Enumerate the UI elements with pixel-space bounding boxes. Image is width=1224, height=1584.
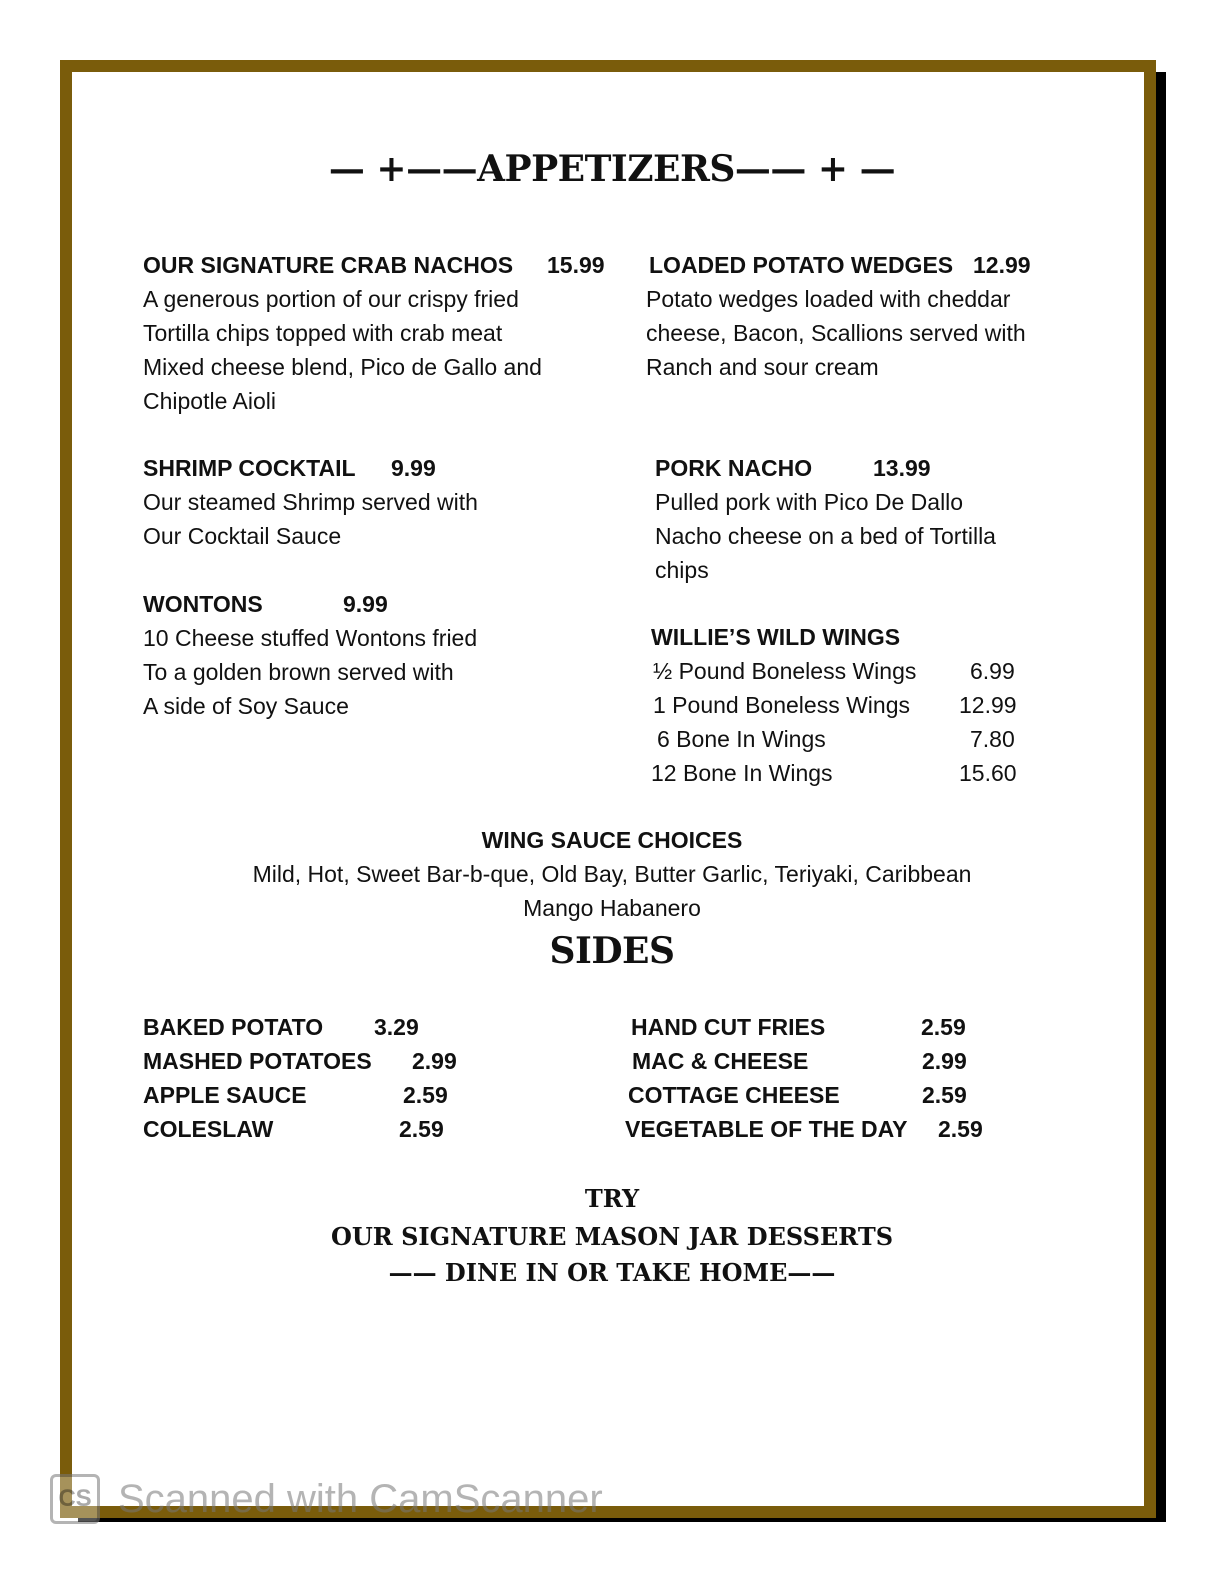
- promo-try: TRY: [584, 1184, 640, 1213]
- promo-desserts: OUR SIGNATURE MASON JAR DESSERTS: [330, 1222, 894, 1251]
- side-price: 3.29: [374, 1014, 419, 1040]
- desc-line: Potato wedges loaded with cheddar: [646, 286, 1011, 312]
- wing-label: ½ Pound Boneless Wings: [653, 658, 917, 684]
- desc-line: Our Cocktail Sauce: [143, 523, 342, 549]
- pork-nacho-name: PORK NACHO: [655, 455, 813, 481]
- sides-title: SIDES: [549, 930, 675, 972]
- potato-wedges-price: 12.99: [973, 252, 1031, 278]
- wontons-desc: [143, 621, 477, 723]
- potato-wedges-name: LOADED POTATO WEDGES: [649, 252, 954, 278]
- desc-line: chips: [655, 557, 709, 583]
- side-price: 2.59: [399, 1116, 444, 1142]
- side-price: 2.59: [921, 1014, 966, 1040]
- desc-line: Mixed cheese blend, Pico de Gallo and: [143, 354, 542, 380]
- side-price: 2.59: [938, 1116, 983, 1142]
- desc-line: Ranch and sour cream: [646, 354, 879, 380]
- desc-line: 10 Cheese stuffed Wontons fried: [143, 625, 478, 651]
- shrimp-cocktail-desc: [143, 485, 478, 553]
- side-name: HAND CUT FRIES: [631, 1014, 826, 1040]
- sauce-list-line: Mango Habanero: [523, 895, 701, 921]
- side-price: 2.59: [922, 1082, 967, 1108]
- wontons-price: 9.99: [343, 591, 388, 617]
- wing-label: 1 Pound Boneless Wings: [653, 692, 910, 718]
- desc-line: Pulled pork with Pico De Dallo: [655, 489, 964, 515]
- potato-wedges-desc: [646, 282, 1026, 384]
- side-name: MASHED POTATOES: [143, 1048, 372, 1074]
- side-name: COLESLAW: [143, 1116, 274, 1142]
- side-price: 2.59: [403, 1082, 448, 1108]
- wing-price: 7.80: [970, 726, 1015, 752]
- desc-line: cheese, Bacon, Scallions served with: [646, 320, 1026, 346]
- desc-line: Nacho cheese on a bed of Tortilla: [655, 523, 996, 549]
- wing-label: 12 Bone In Wings: [651, 760, 833, 786]
- wing-price: 6.99: [970, 658, 1015, 684]
- side-name: BAKED POTATO: [143, 1014, 324, 1040]
- shrimp-cocktail-price: 9.99: [391, 455, 436, 481]
- wontons-name: WONTONS: [143, 591, 263, 617]
- crab-nachos-desc: [143, 282, 542, 418]
- wing-price: 12.99: [959, 692, 1017, 718]
- desc-line: A side of Soy Sauce: [143, 693, 349, 719]
- pork-nacho-price: 13.99: [873, 455, 931, 481]
- side-name: MAC & CHEESE: [632, 1048, 809, 1074]
- side-name: VEGETABLE OF THE DAY: [625, 1116, 908, 1142]
- pork-nacho-desc: [655, 485, 996, 587]
- side-price: 2.99: [922, 1048, 967, 1074]
- camscanner-watermark: [50, 1472, 603, 1526]
- watermark-text: Scanned with CamScanner: [118, 1476, 603, 1521]
- desc-line: Tortilla chips topped with crab meat: [143, 320, 503, 346]
- wing-label: 6 Bone In Wings: [657, 726, 826, 752]
- promo-dine-in: —— DINE IN OR TAKE HOME——: [388, 1258, 836, 1287]
- side-name: APPLE SAUCE: [143, 1082, 307, 1108]
- sauce-list-line: Mild, Hot, Sweet Bar-b-que, Old Bay, Butter Garlic, Teriyaki, Caribbean: [252, 861, 972, 887]
- crab-nachos-name: OUR SIGNATURE CRAB NACHOS: [143, 252, 514, 278]
- crab-nachos-price: 15.99: [547, 252, 605, 278]
- camscanner-logo-icon: CS: [50, 1474, 100, 1524]
- desc-line: Our steamed Shrimp served with: [143, 489, 478, 515]
- desc-line: Chipotle Aioli: [143, 388, 276, 414]
- sauce-title: WING SAUCE CHOICES: [481, 827, 743, 853]
- side-price: 2.99: [412, 1048, 457, 1074]
- wing-price: 15.60: [959, 760, 1017, 786]
- wings-title: WILLIE’S WILD WINGS: [651, 624, 901, 650]
- desc-line: A generous portion of our crispy fried: [143, 286, 519, 312]
- side-name: COTTAGE CHEESE: [628, 1082, 840, 1108]
- desc-line: To a golden brown served with: [143, 659, 454, 685]
- shrimp-cocktail-name: SHRIMP COCKTAIL: [143, 455, 356, 481]
- appetizers-title: — +——APPETIZERS—— + —: [328, 148, 896, 190]
